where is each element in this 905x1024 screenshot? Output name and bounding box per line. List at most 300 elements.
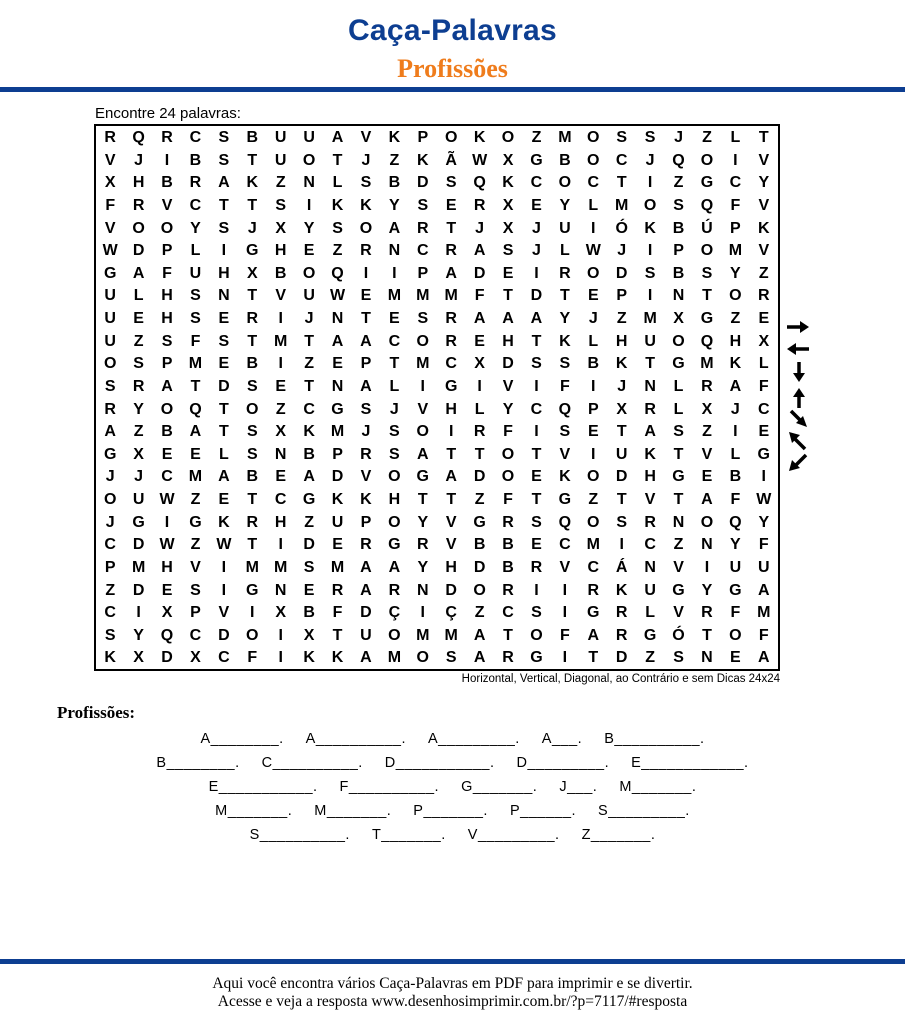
grid-cell: X bbox=[758, 332, 770, 350]
grid-cell: T bbox=[218, 423, 229, 441]
grid-cell: K bbox=[729, 355, 742, 373]
grid-cell: B bbox=[246, 468, 259, 486]
grid-cell: G bbox=[416, 468, 429, 486]
grid-cell: R bbox=[445, 310, 457, 327]
grid-cell: X bbox=[104, 174, 116, 192]
grid-cell: R bbox=[417, 219, 429, 237]
grid-cell: R bbox=[132, 377, 145, 395]
grid-cell: O bbox=[530, 626, 543, 644]
grid-cell: G bbox=[672, 581, 685, 599]
grid-cell: U bbox=[132, 491, 145, 508]
grid-cell: D bbox=[473, 264, 486, 282]
grid-cell: U bbox=[303, 287, 315, 305]
grid-cell: O bbox=[587, 513, 600, 531]
grid-cell: C bbox=[530, 400, 543, 418]
top-divider bbox=[0, 87, 905, 92]
grid-cell: I bbox=[591, 445, 596, 463]
grid-cell: E bbox=[218, 355, 230, 373]
grid-cell: O bbox=[700, 513, 714, 531]
grid-cell: A bbox=[530, 310, 543, 327]
grid-cell: S bbox=[445, 649, 457, 667]
grid-row bbox=[96, 512, 778, 535]
grid-cell: R bbox=[360, 242, 372, 260]
grid-cell: T bbox=[702, 287, 712, 305]
grid-cell: F bbox=[247, 649, 258, 667]
grid-cell: C bbox=[189, 196, 202, 214]
grid-cell: M bbox=[757, 604, 771, 622]
grid-cell: E bbox=[531, 196, 542, 214]
grid-row bbox=[96, 263, 778, 286]
word-blank: G_______. bbox=[461, 779, 538, 795]
grid-cell: I bbox=[562, 604, 568, 622]
grid-cell: B bbox=[161, 423, 173, 441]
grid-row bbox=[96, 331, 778, 354]
grid-cell: J bbox=[475, 219, 485, 237]
grid-cell: X bbox=[502, 219, 514, 237]
grid-cell: M bbox=[728, 242, 743, 260]
grid-cell: Z bbox=[673, 536, 684, 554]
grid-cell: Y bbox=[730, 264, 741, 282]
grid-cell: A bbox=[360, 332, 372, 350]
grid-cell: J bbox=[674, 129, 683, 146]
grid-cell: G bbox=[388, 536, 401, 554]
grid-cell: R bbox=[473, 196, 486, 214]
grid-cell: A bbox=[473, 626, 486, 644]
grid-cell: J bbox=[105, 513, 115, 531]
grid-cell: T bbox=[588, 649, 599, 667]
grid-cell: E bbox=[218, 491, 230, 508]
grid-cell: L bbox=[730, 445, 741, 463]
grid-cell: S bbox=[246, 423, 258, 441]
grid-cell: C bbox=[587, 174, 600, 192]
grid-cell: S bbox=[104, 377, 116, 395]
word-blank: P______. bbox=[509, 803, 577, 819]
grid-cell: S bbox=[559, 423, 571, 441]
grid-cell: N bbox=[331, 377, 344, 395]
grid-cell: U bbox=[360, 626, 372, 644]
grid-cell: A bbox=[104, 423, 116, 441]
grid-cell: M bbox=[330, 423, 345, 441]
grid-cell: V bbox=[644, 491, 656, 508]
grid-cell: A bbox=[360, 558, 372, 576]
grid-cell: D bbox=[360, 604, 372, 622]
grid-row bbox=[96, 647, 778, 670]
grid-cell: S bbox=[218, 151, 230, 169]
word-blank: A___. bbox=[541, 731, 583, 747]
grid-cell: X bbox=[303, 626, 315, 644]
grid-cell: Z bbox=[645, 649, 656, 667]
grid-cell: C bbox=[615, 151, 628, 169]
grid-cell: P bbox=[360, 513, 372, 531]
grid-cell: R bbox=[132, 196, 145, 214]
grid-cell: T bbox=[616, 491, 627, 508]
grid-cell: C bbox=[502, 604, 514, 622]
grid-cell: M bbox=[444, 626, 458, 644]
grid-cell: S bbox=[644, 264, 656, 282]
grid-cell: B bbox=[161, 174, 173, 192]
grid-cell: Z bbox=[133, 332, 144, 350]
grid-cell: Q bbox=[729, 513, 742, 531]
grid-cell: T bbox=[247, 151, 258, 169]
grid-cell: A bbox=[701, 491, 713, 508]
grid-cell: P bbox=[417, 264, 429, 282]
grid-cell: Z bbox=[588, 491, 599, 508]
grid-cell: L bbox=[645, 604, 656, 622]
grid-cell: Y bbox=[730, 536, 741, 554]
grid-cell: E bbox=[275, 377, 287, 395]
grid-cell: D bbox=[132, 536, 145, 554]
grid-cell: V bbox=[104, 151, 116, 169]
grid-cell: D bbox=[615, 649, 628, 667]
grid-cell: S bbox=[531, 355, 542, 373]
grid-cell: I bbox=[534, 581, 539, 599]
grid-cell: L bbox=[559, 242, 570, 260]
grid-cell: I bbox=[704, 558, 710, 576]
words-title: Profissões: bbox=[57, 703, 136, 722]
grid-cell: R bbox=[161, 129, 173, 146]
grid-cell: G bbox=[700, 310, 714, 327]
grid-cell: O bbox=[700, 242, 714, 260]
grid-cell: G bbox=[189, 513, 202, 531]
footer-line-2: Acesse e veja a resposta www.desenhosimprimir.com.br/?p=7117/#resposta bbox=[217, 993, 688, 1010]
grid-cell: H bbox=[132, 174, 145, 192]
word-blank: B________. bbox=[156, 755, 240, 771]
grid-cell: S bbox=[389, 423, 400, 441]
grid-cell: H bbox=[218, 264, 230, 282]
grid-cell: A bbox=[417, 445, 429, 463]
grid-cell: K bbox=[218, 513, 230, 531]
word-blank: M_______. bbox=[215, 803, 293, 819]
grid-cell: M bbox=[700, 355, 714, 373]
grid-cell: W bbox=[159, 491, 175, 508]
grid-cell: Q bbox=[189, 400, 202, 418]
grid-cell: T bbox=[332, 626, 343, 644]
word-blank: F__________. bbox=[339, 779, 440, 795]
grid-cell: Z bbox=[474, 491, 485, 508]
grid-cell: S bbox=[531, 513, 542, 531]
grid-row bbox=[96, 195, 778, 218]
grid-cell: G bbox=[530, 649, 543, 667]
grid-cell: Z bbox=[190, 491, 201, 508]
grid-cell: T bbox=[446, 445, 457, 463]
grid-cell: E bbox=[701, 468, 713, 486]
grid-cell: Y bbox=[133, 626, 144, 644]
grid-cell: C bbox=[189, 129, 202, 146]
grid-cell: S bbox=[218, 219, 230, 237]
grid-cell: S bbox=[332, 219, 343, 237]
word-blank: J___. bbox=[559, 779, 598, 795]
grid-cell: L bbox=[588, 196, 599, 214]
grid-cell: Q bbox=[558, 400, 572, 418]
grid-cell: T bbox=[332, 151, 343, 169]
grid-cell: Q bbox=[700, 332, 714, 350]
grid-cell: I bbox=[448, 423, 454, 441]
grid-cell: T bbox=[503, 287, 513, 305]
grid-cell: T bbox=[218, 400, 229, 418]
grid-cell: H bbox=[729, 332, 742, 350]
grid-cell: Ã bbox=[445, 151, 457, 169]
grid-cell: I bbox=[477, 377, 482, 395]
grid-cell: I bbox=[278, 649, 283, 667]
grid-cell: G bbox=[444, 377, 458, 395]
grid-row bbox=[96, 421, 778, 444]
grid-cell: R bbox=[189, 174, 202, 192]
grid-cell: T bbox=[247, 287, 258, 305]
grid-cell: D bbox=[132, 581, 145, 599]
grid-cell: T bbox=[702, 626, 712, 644]
grid-cell: L bbox=[758, 355, 769, 373]
grid-cell: T bbox=[304, 332, 315, 350]
grid-cell: R bbox=[615, 626, 628, 644]
grid-cell: S bbox=[673, 649, 684, 667]
grid-cell: U bbox=[331, 513, 344, 531]
grid-cell: R bbox=[388, 581, 401, 599]
grid-cell: S bbox=[644, 129, 656, 146]
grid-cell: F bbox=[559, 377, 570, 395]
grid-cell: B bbox=[246, 355, 259, 373]
grid-cell: Ó bbox=[615, 219, 628, 237]
grid-cell: S bbox=[190, 287, 201, 305]
grid-cell: Z bbox=[190, 536, 201, 554]
grid-cell: V bbox=[104, 219, 116, 237]
grid-cell: C bbox=[388, 332, 401, 350]
grid-cell: C bbox=[303, 400, 315, 418]
grid-cell: K bbox=[331, 649, 344, 667]
arrow-up-left-icon bbox=[789, 432, 805, 449]
grid-cell: N bbox=[388, 242, 401, 260]
arrow-down-right-icon bbox=[791, 411, 807, 427]
grid-cell: G bbox=[103, 264, 117, 282]
grid-cell: B bbox=[672, 264, 685, 282]
word-blank: D_________. bbox=[516, 755, 610, 771]
grid-cell: P bbox=[730, 219, 741, 237]
grid-cell: Z bbox=[702, 129, 712, 146]
grid-cell: G bbox=[246, 581, 259, 599]
grid-cell: D bbox=[473, 558, 486, 576]
grid-cell: S bbox=[190, 581, 201, 599]
grid-row bbox=[96, 376, 778, 399]
grid-cell: B bbox=[587, 355, 600, 373]
grid-cell: D bbox=[502, 355, 514, 373]
grid-cell: F bbox=[162, 264, 172, 282]
grid-cell: A bbox=[189, 423, 202, 441]
grid-cell: C bbox=[189, 626, 202, 644]
page-subtitle: Profissões bbox=[397, 54, 508, 83]
grid-cell: R bbox=[360, 536, 372, 554]
grid-cell: Y bbox=[133, 400, 144, 418]
grid-row bbox=[96, 353, 778, 376]
grid-cell: J bbox=[105, 468, 115, 486]
grid-cell: A bbox=[388, 219, 401, 237]
grid-cell: P bbox=[161, 355, 173, 373]
grid-cell: S bbox=[389, 445, 400, 463]
grid-cell: N bbox=[672, 513, 685, 531]
grid-cell: Z bbox=[332, 242, 343, 260]
grid-cell: O bbox=[416, 332, 429, 350]
grid-cell: M bbox=[643, 310, 657, 327]
grid-cell: Ó bbox=[672, 626, 685, 644]
word-blank: E____________. bbox=[631, 755, 749, 771]
grid-cell: O bbox=[416, 423, 429, 441]
grid-cell: H bbox=[274, 242, 287, 260]
word-list-line bbox=[0, 731, 905, 747]
grid-cell: E bbox=[445, 196, 457, 214]
grid-cell: S bbox=[616, 513, 628, 531]
grid-cell: F bbox=[758, 626, 769, 644]
grid-cell: Y bbox=[190, 219, 201, 237]
grid-cell: T bbox=[673, 445, 684, 463]
grid-cell: I bbox=[761, 468, 766, 486]
grid-cell: A bbox=[360, 377, 372, 395]
grid-cell: K bbox=[417, 151, 429, 169]
grid-cell: O bbox=[103, 355, 117, 373]
grid-cell: X bbox=[275, 219, 287, 237]
grid-cell: P bbox=[332, 445, 343, 463]
grid-cell: M bbox=[416, 287, 430, 305]
grid-cell: Z bbox=[133, 423, 144, 441]
grid-cell: V bbox=[417, 400, 429, 418]
grid-cell: R bbox=[701, 604, 713, 622]
grid-cell: Z bbox=[304, 355, 315, 373]
word-blank: D___________. bbox=[384, 755, 495, 771]
word-list-line bbox=[0, 779, 905, 795]
grid-cell: I bbox=[619, 536, 624, 554]
grid-cell: X bbox=[502, 196, 514, 214]
grid-cell: I bbox=[136, 604, 141, 622]
grid-cell: A bbox=[644, 423, 656, 441]
grid-cell: K bbox=[331, 196, 344, 214]
grid-cell: E bbox=[332, 355, 343, 373]
grid-cell: A bbox=[758, 649, 770, 667]
grid-cell: Y bbox=[502, 400, 514, 418]
grid-cell: G bbox=[473, 513, 486, 531]
grid-cell: N bbox=[331, 310, 344, 327]
grid-cell: V bbox=[758, 196, 770, 214]
instruction-text: Encontre 24 palavras: bbox=[95, 105, 241, 122]
grid-cell: G bbox=[103, 445, 117, 463]
grid-cell: M bbox=[586, 536, 600, 554]
grid-cell: S bbox=[701, 264, 713, 282]
grid-cell: I bbox=[278, 626, 283, 644]
grid-cell: M bbox=[245, 558, 259, 576]
grid-cell: I bbox=[164, 513, 170, 531]
grid-cell: A bbox=[303, 468, 315, 486]
grid-cell: I bbox=[306, 196, 312, 214]
grid-cell: O bbox=[587, 264, 600, 282]
grid-cell: J bbox=[389, 400, 399, 418]
grid-cell: A bbox=[331, 332, 344, 350]
grid-cell: G bbox=[672, 355, 685, 373]
grid-cell: F bbox=[503, 491, 513, 508]
grid-cell: K bbox=[615, 355, 628, 373]
grid-cell: W bbox=[216, 536, 232, 554]
grid-cell: U bbox=[303, 129, 315, 146]
grid-cell: Q bbox=[132, 129, 145, 146]
grid-cell: N bbox=[274, 445, 287, 463]
word-blank: S__________. bbox=[249, 827, 350, 843]
grid-cell: Z bbox=[474, 604, 485, 622]
grid-cell: I bbox=[363, 264, 369, 282]
grid-cell: B bbox=[473, 536, 486, 554]
grid-cell: J bbox=[134, 151, 144, 169]
grid-cell: H bbox=[161, 310, 173, 327]
grid-cell: L bbox=[389, 377, 400, 395]
grid-cell: N bbox=[274, 581, 287, 599]
grid-cell: U bbox=[274, 151, 287, 169]
grid-cell: H bbox=[445, 558, 457, 576]
grid-cell: S bbox=[133, 355, 144, 373]
grid-cell: D bbox=[161, 649, 173, 667]
grid-cell: R bbox=[644, 513, 656, 531]
grid-cell: F bbox=[474, 287, 485, 305]
grid-cell: A bbox=[360, 581, 372, 599]
grid-cell: P bbox=[417, 129, 429, 146]
word-blank: S_________. bbox=[598, 803, 690, 819]
grid-cell: M bbox=[615, 196, 629, 214]
grid-cell: C bbox=[104, 536, 116, 554]
grid-cell: P bbox=[587, 400, 599, 418]
grid-cell: D bbox=[615, 264, 628, 282]
grid-cell: C bbox=[758, 400, 770, 418]
grid-cell: M bbox=[274, 332, 288, 350]
direction-arrows bbox=[783, 317, 813, 477]
grid-cell: I bbox=[221, 242, 227, 260]
grid-cell: I bbox=[733, 423, 738, 441]
grid-cell: S bbox=[531, 604, 542, 622]
grid-row bbox=[96, 240, 778, 263]
grid-cell: I bbox=[733, 151, 738, 169]
grid-cell: K bbox=[502, 174, 514, 192]
grid-cell: G bbox=[700, 174, 714, 192]
grid-cell: S bbox=[161, 332, 173, 350]
grid-cell: Y bbox=[701, 581, 713, 599]
grid-cell: T bbox=[616, 423, 627, 441]
grid-cell: I bbox=[420, 604, 425, 622]
grid-cell: O bbox=[359, 219, 373, 237]
grid-cell: O bbox=[246, 400, 259, 418]
grid-cell: Y bbox=[417, 513, 429, 531]
grid-cell: L bbox=[673, 400, 684, 418]
grid-cell: N bbox=[644, 377, 656, 395]
grid-cell: I bbox=[221, 558, 227, 576]
grid-cell: E bbox=[161, 445, 173, 463]
grid-cell: L bbox=[588, 332, 599, 350]
grid-cell: S bbox=[190, 310, 201, 327]
grid-cell: H bbox=[161, 287, 173, 305]
grid-cell: R bbox=[615, 604, 628, 622]
grid-cell: T bbox=[218, 196, 229, 214]
grid-cell: H bbox=[161, 558, 173, 576]
grid-cell: M bbox=[188, 468, 203, 486]
grid-cell: A bbox=[758, 581, 770, 599]
grid-cell: Z bbox=[702, 423, 712, 441]
grid-cell: L bbox=[673, 377, 684, 395]
grid-cell: V bbox=[218, 604, 230, 622]
grid-cell: A bbox=[388, 558, 401, 576]
grid-cell: U bbox=[274, 129, 287, 146]
grid-cell: O bbox=[729, 626, 742, 644]
grid-cell: C bbox=[417, 242, 429, 260]
grid-cell: E bbox=[587, 287, 599, 305]
grid-cell: V bbox=[559, 558, 571, 576]
grid-cell: F bbox=[758, 536, 769, 554]
grid-cell: H bbox=[388, 491, 401, 508]
grid-cell: E bbox=[303, 581, 315, 599]
grid-cell: S bbox=[246, 445, 258, 463]
word-blank: A_________. bbox=[428, 731, 520, 747]
grid-cell: H bbox=[445, 400, 457, 418]
grid-cell: A bbox=[445, 468, 457, 486]
